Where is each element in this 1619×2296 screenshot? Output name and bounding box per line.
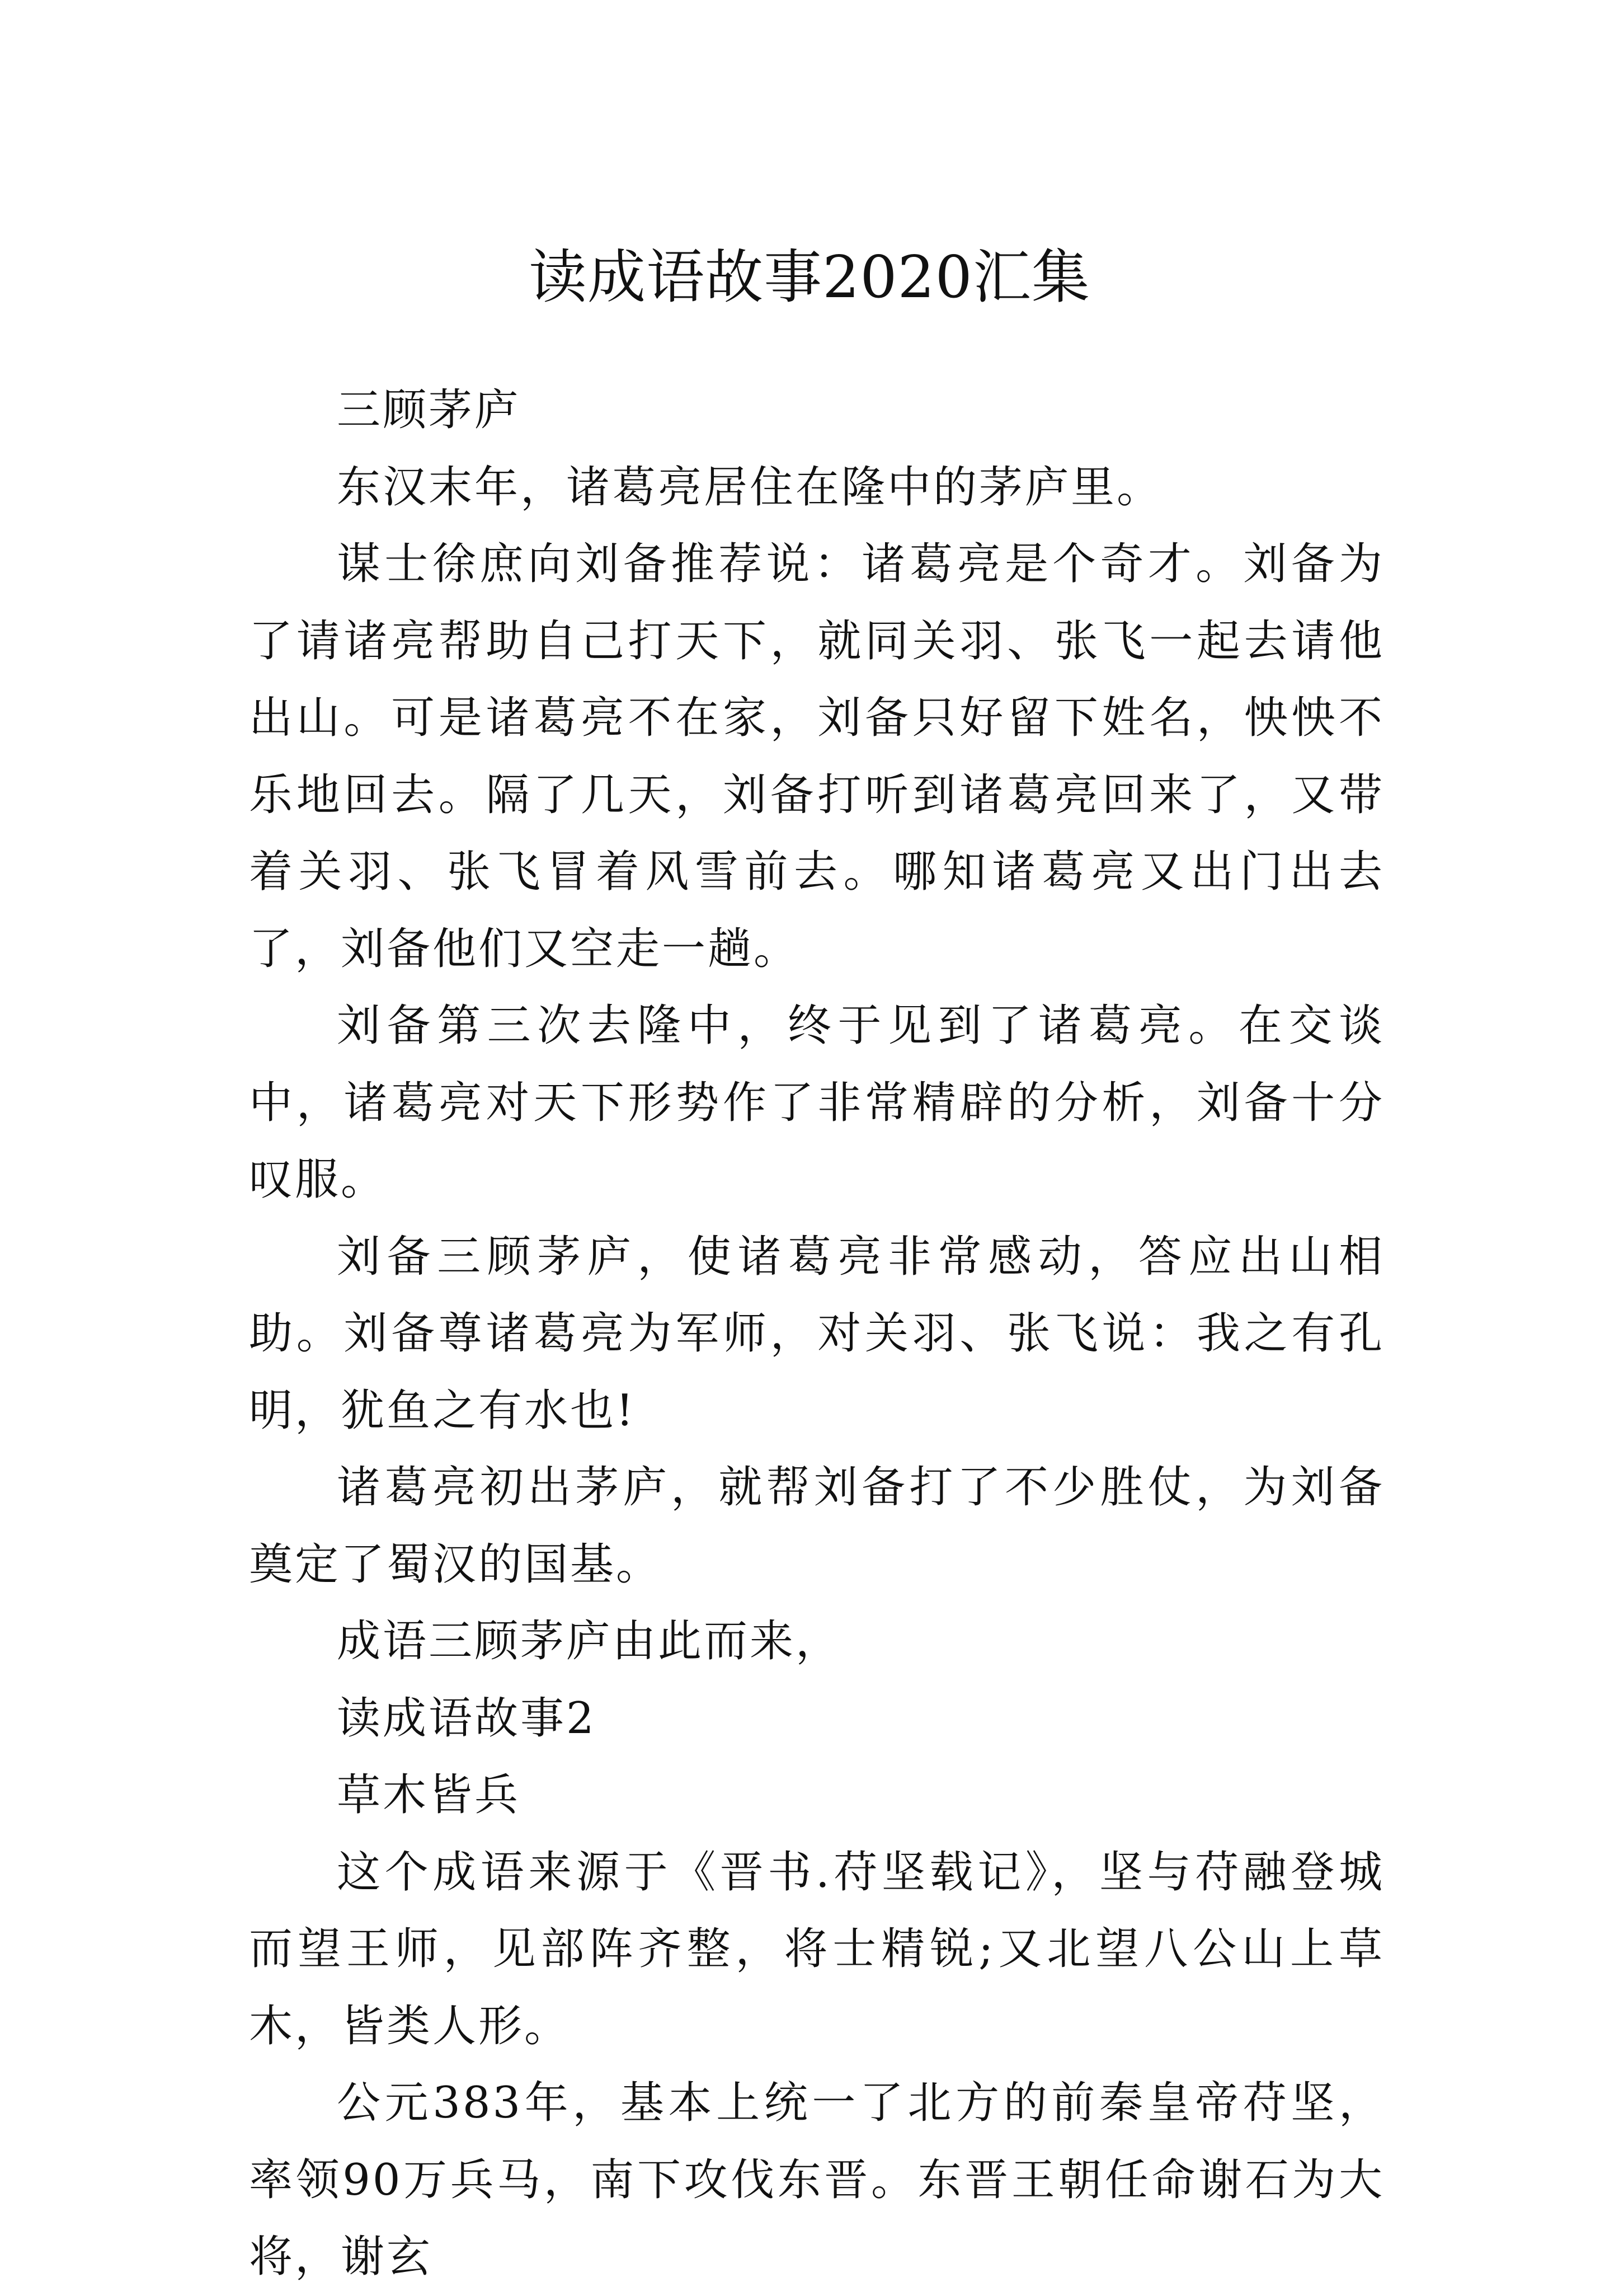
document-body	[249, 372, 1385, 2296]
paragraph-section-heading: 读成语故事2	[337, 1693, 596, 1744]
paragraph: 这个成语来源于《晋书.苻坚载记》，坚与苻融登城而望王师，见部阵齐整，将士精锐;又北望八公山上草木，皆类人形。	[249, 1847, 1385, 2051]
paragraph: 刘备三顾茅庐，使诸葛亮非常感动，答应出山相助。刘备尊诸葛亮为军师，对关羽、张飞说：我之有孔明，犹鱼之有水也!	[249, 1231, 1385, 1436]
paragraph: 成语三顾茅庐由此而来，	[337, 1616, 842, 1666]
paragraph: 谋士徐庶向刘备推荐说：诸葛亮是个奇才。刘备为了请诸亮帮助自己打天下，就同关羽、张飞一起去请他出山。可是诸葛亮不在家，刘备只好留下姓名，怏怏不乐地回去。隔了几天，刘备打听到诸葛亮回来了，又带着关羽、张飞冒着风雪前去。哪知诸葛亮又出门出去了，刘备他们又空走一趟。	[249, 539, 1385, 974]
paragraph: 公元383年，基本上统一了北方的前秦皇帝苻坚，率领90万兵马，南下攻伐东晋。东晋王朝任命谢石为大将，谢玄	[249, 2078, 1385, 2282]
paragraph: 东汉末年，诸葛亮居住在隆中的茅庐里。	[337, 462, 1163, 513]
paragraph-heading-caomu: 草木皆兵	[337, 1770, 521, 1820]
document-title: 读成语故事2020汇集	[529, 242, 1090, 311]
paragraph-heading-sangu: 三顾茅庐	[337, 385, 521, 435]
paragraph: 诸葛亮初出茅庐，就帮刘备打了不少胜仗，为刘备奠定了蜀汉的国基。	[249, 1462, 1385, 1590]
paragraph: 刘备第三次去隆中，终于见到了诸葛亮。在交谈中，诸葛亮对天下形势作了非常精辟的分析，刘备十分叹服。	[249, 1001, 1385, 1205]
